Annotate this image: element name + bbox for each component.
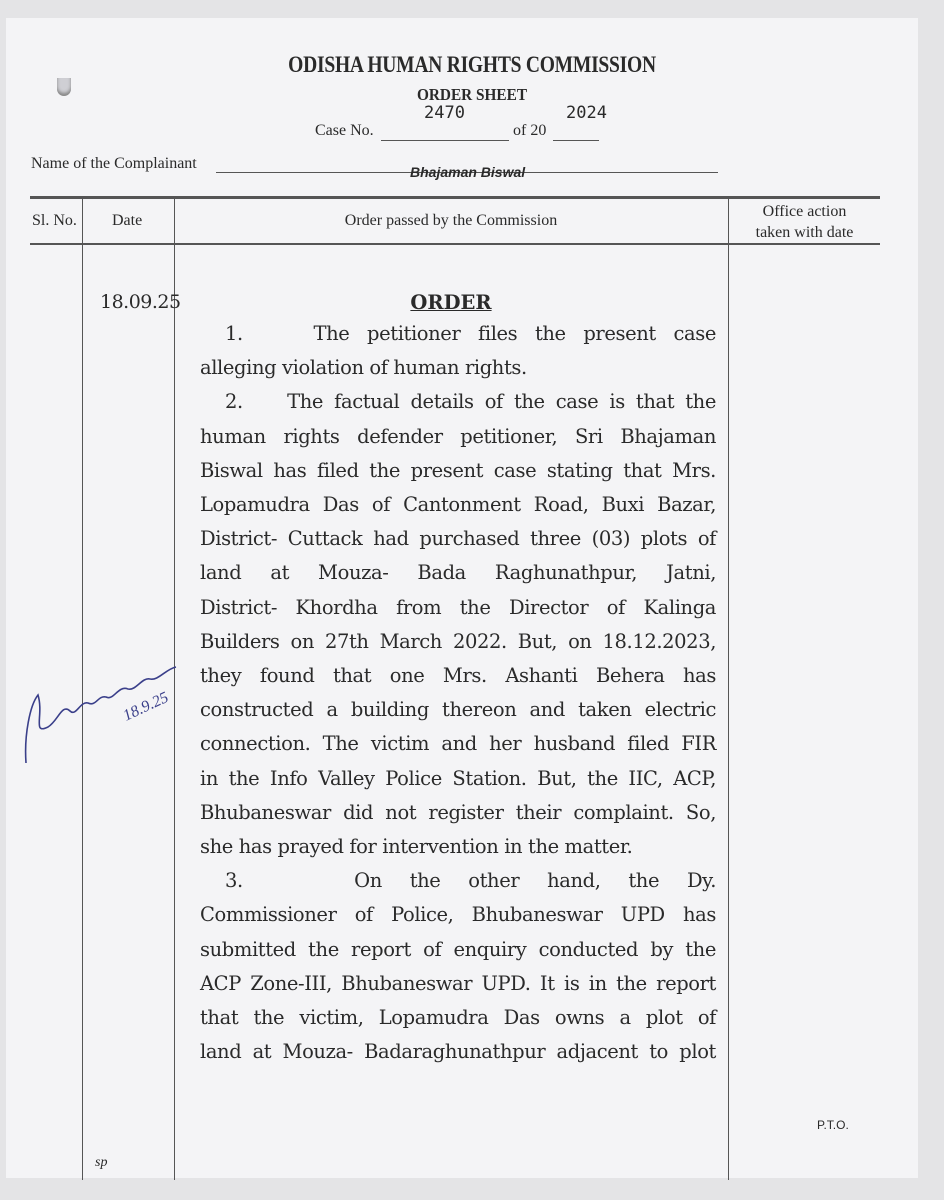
order-text-line: she has prayed for intervention in the matter. [200,835,633,858]
handwritten-signature [18,655,198,775]
case-number-value: 2470 [424,103,465,123]
order-text-line: ACP Zone-III, Bhubaneswar UPD. It is in the report [200,971,716,995]
order-text-line: Bhubaneswar did not register their complaint. So, [200,800,716,824]
order-heading: ORDER [410,291,492,314]
order-text-line: District- Khordha from the Director of Kalinga [200,595,716,619]
order-text-line: in the Info Valley Police Station. But, the IIC, ACP, [200,766,716,790]
order-text-line: Commissioner of Police, Bhubaneswar UPD has [200,903,716,927]
year-underline [553,140,599,141]
order-text-line: 2. The factual details of the case is that the [225,390,716,414]
order-text-line: that the victim, Lopamudra Das owns a plot of [200,1006,716,1029]
col-header-office-action [729,201,880,243]
of-label: of 20 [513,122,547,139]
col-header-date: Date [112,212,143,229]
case-no-underline [381,140,509,141]
signature-date: 18.9.25 [120,688,172,725]
order-text-line: Lopamudra Das of Cantonment Road, Buxi Bazar, [200,493,716,516]
initials: sp [95,1155,108,1170]
entry-date: 18.09.25 [100,291,181,313]
order-text-line: alleging violation of human rights. [200,356,527,380]
order-text-line: land at Mouza- Bada Raghunathpur, Jatni, [200,561,716,585]
order-text-line: Biswal has filed the present case stating that Mrs. [200,458,716,482]
table-header-rule [30,243,880,245]
order-text-line: District- Cuttack had purchased three (03) plots of [200,527,716,551]
col-header-order: Order passed by the Commission [344,212,558,229]
case-no-label: Case No. [315,122,374,139]
table-top-rule [30,196,880,199]
order-text-line: they found that one Mrs. Ashanti Behera has [200,664,716,687]
column-divider [728,198,729,1180]
pto-note: P.T.O. [817,1118,849,1132]
order-text-line: Builders on 27th March 2022. But, on 18.12.2023, [200,629,716,653]
organization-title: ODISHA HUMAN RIGHTS COMMISSION [288,52,656,77]
case-year-value: 2024 [566,103,607,123]
order-text-line: 1. The petitioner files the present case [225,322,716,345]
complainant-label: Name of the Complainant [31,155,197,172]
order-text-line: connection. The victim and her husband filed FIR [200,732,716,756]
complainant-name: Bhajaman Biswal [410,164,526,180]
order-text-line: human rights defender petitioner, Sri Bhajaman [200,424,716,448]
sheet-title: ORDER SHEET [416,85,528,104]
office-col-line2: taken with date [755,224,854,241]
order-text-line: 3. On the other hand, the Dy. [225,869,716,893]
order-text-line: land at Mouza- Badaraghunathpur adjacent to plot [200,1040,716,1064]
col-header-sl-no: Sl. No. [32,212,77,229]
order-text-line: submitted the report of enquiry conducted by the [200,937,716,961]
order-text-line: constructed a building thereon and taken electric [200,698,716,722]
office-col-line1: Office action [762,203,847,220]
